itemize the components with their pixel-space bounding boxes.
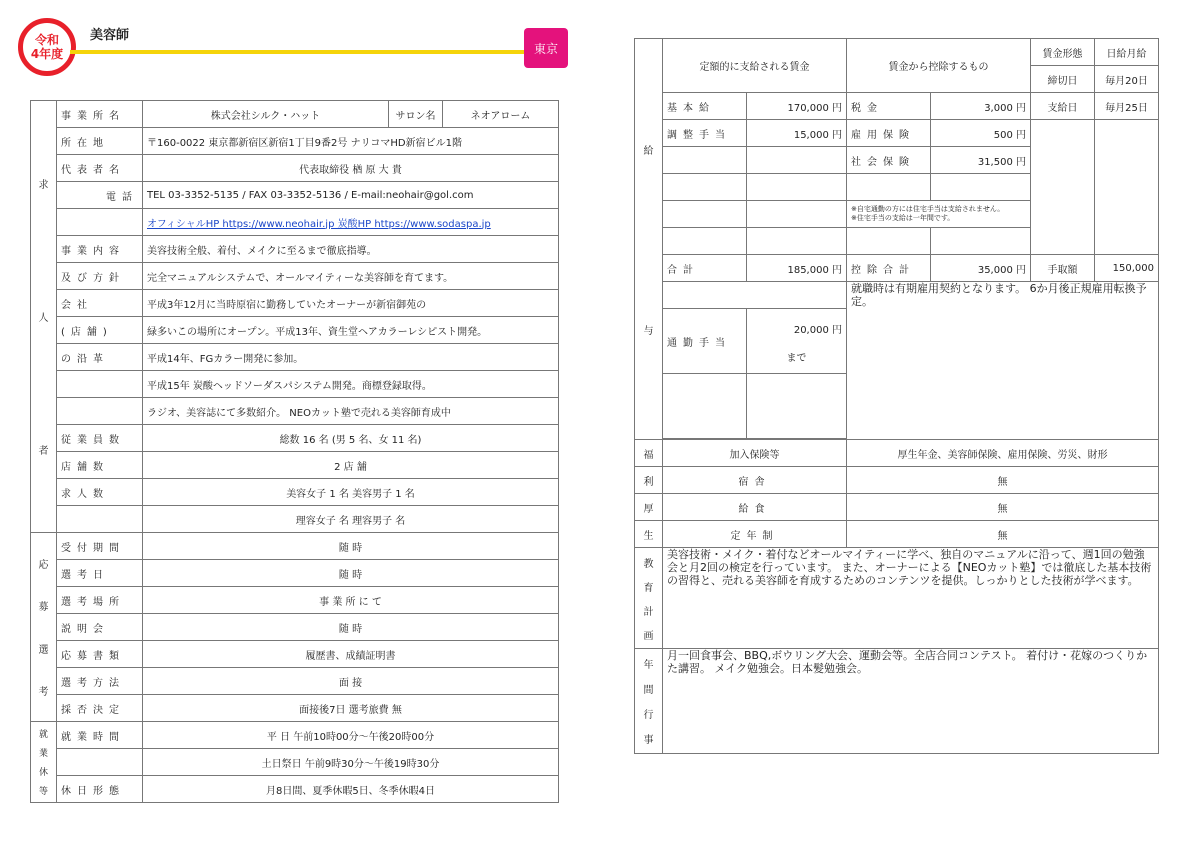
method-label: 選考方法 — [57, 668, 143, 695]
pay-form-label: 賃金形態 — [1031, 39, 1095, 66]
era-line1: 令和 — [34, 33, 59, 47]
openings-line2: 理容女子 名 理容男子 名 — [143, 506, 559, 533]
address-value: 〒160-0022 東京都新宿区新宿1丁目9番2号 ナリコマHD新宿ビル1階 — [143, 128, 559, 155]
holidays-label: 休日形態 — [57, 776, 143, 803]
category-education: 教 育 計 画 — [635, 548, 663, 649]
deduction-header: 賃金から控除するもの — [847, 39, 1031, 93]
prefecture-tab: 東京 — [524, 28, 568, 68]
select-place-value: 事 業 所 に て — [143, 587, 559, 614]
stores-value: 2 店 舗 — [143, 452, 559, 479]
right-form-table: 給 与 定額的に支給される賃金 賃金から控除するもの 賃金形態 日給月給 締切日 毎月20日 基本給 170,000 円 税金 3,000 円 支給日 毎月25日 調整手当 15,000 円 雇用保険 500 円 社会保険 31,500 円 ※自宅通勤の方には住宅手当は支給されません。 ※住宅手当の支給は一年間です。 合計 185,000 円 控除合計 35,000 円 手取額 150,000 就職時は有期雇用契約となります。 6か月後正規雇用転換予定。 通勤手当 20,000 円 まで 福 加入保険等 厚生年金、美容師保険、雇用保険、労災、財形 利 宿舎 無 厚 給食 無 生 定年制 無 教 育 計 画 美容技術・メイク・着付などオールマイティーに学べ、独自のマニュアルに沿って、週1回の勉強会と月2回の検定を行っています。 また、オーナーによる【NEOカット塾】では徹底した基本技術の習得と、売れる美容師を育成するためのコンテンツを提供。しっかりとした技術が学べます。 年 間 行 事 月一回食事会、BBQ,ボウリング大会、運動会等。全店合同コンテスト。 着付け・花嫁のつくりかた講習。 メイク勉強会。日本髪勉強会。 — [634, 38, 1159, 754]
holidays-value: 月8日間、夏季休暇5日、冬季休暇4日 — [143, 776, 559, 803]
welfare-char: 福 — [635, 440, 663, 467]
housing-notes: ※自宅通勤の方には住宅手当は支給されません。 ※住宅手当の支給は一年間です。 — [847, 201, 1031, 228]
policy-line2: 完全マニュアルシステムで、オールマイティーな美容師を育てます。 — [143, 263, 559, 290]
annual-events: 月一回食事会、BBQ,ボウリング大会、運動会等。全店合同コンテスト。 着付け・花嫁のつくりかた講習。 メイク勉強会。日本髪勉強会。 — [663, 649, 1159, 754]
era-line2: 4年度 — [30, 47, 64, 61]
reception-value: 随 時 — [143, 533, 559, 560]
left-form-table — [30, 100, 559, 803]
openings-line1: 美容女子 1 名 美容男子 1 名 — [143, 479, 559, 506]
soc-ins-label: 社会保険 — [847, 147, 931, 174]
emp-ins-value: 500 円 — [931, 120, 1031, 147]
salon-name: ネオアローム — [443, 101, 559, 128]
docs-value: 履歴書、成績証明書 — [143, 641, 559, 668]
office-name: 株式会社シルク・ハット — [143, 101, 389, 128]
total-label: 合計 — [663, 255, 747, 282]
meal-value: 無 — [847, 494, 1159, 521]
briefing-label: 説明会 — [57, 614, 143, 641]
phone-value: TEL 03-3352-5135 / FAX 03-3352-5136 / E-mail:neohair@gol.com — [143, 182, 559, 209]
education-plan: 美容技術・メイク・着付などオールマイティーに学べ、独自のマニュアルに沿って、週1回の勉強会と月2回の検定を行っています。 また、オーナーによる【NEOカット塾】では徹底した基本技術の習得と、売れる美容師を育成するためのコンテンツを提供。しっかりとした技術が学べます。 — [663, 548, 1159, 649]
category-apply: 応 募 選 考 — [31, 533, 57, 722]
adjust-value: 15,000 円 — [747, 120, 847, 147]
net-label: 手取額 — [1031, 255, 1095, 282]
total-value: 185,000 円 — [747, 255, 847, 282]
base-label: 基本給 — [663, 93, 747, 120]
rep-label: 代表者名 — [57, 155, 143, 182]
payday-value: 毎月25日 — [1095, 93, 1159, 120]
history-label2: (店舗) — [57, 317, 143, 344]
page-title: 美容師 — [90, 28, 130, 43]
hours-label: 就業時間 — [57, 722, 143, 749]
history-label3: の沿革 — [57, 344, 143, 371]
retire-value: 無 — [847, 521, 1159, 548]
history-line: 平成3年12月に当時原宿に勤務していたオーナーが新宿御苑の — [143, 290, 559, 317]
official-links[interactable]: オフィシャルHP https://www.neohair.jp 炭酸HP https://www.sodaspa.jp — [143, 209, 559, 236]
stores-label: 店舗数 — [57, 452, 143, 479]
fixed-wage-header: 定額的に支給される賃金 — [663, 39, 847, 93]
links-label-empty — [57, 209, 143, 236]
adjust-label: 調整手当 — [663, 120, 747, 147]
deduct-total-value: 35,000 円 — [931, 255, 1031, 282]
pay-form-value: 日給月給 — [1095, 39, 1159, 66]
category-work: 就 業 休 等 — [31, 722, 57, 803]
commute-value: 20,000 円 まで — [747, 309, 847, 374]
cutoff-label: 締切日 — [1031, 66, 1095, 93]
openings-label: 求人数 — [57, 479, 143, 506]
commute-label: 通勤手当 — [663, 309, 747, 374]
phone-label: 電話 — [57, 182, 143, 209]
base-value: 170,000 円 — [747, 93, 847, 120]
net-value: 150,000 — [1095, 255, 1159, 282]
employment-note: 就職時は有期雇用契約となります。 6か月後正規雇用転換予定。 — [847, 282, 1159, 440]
policy-label1: 事業内容 — [57, 236, 143, 263]
select-day-value: 随 時 — [143, 560, 559, 587]
address-label: 所在地 — [57, 128, 143, 155]
history-line: ラジオ、美容誌にて多数紹介。 NEOカット塾で売れる美容師育成中 — [143, 398, 559, 425]
rep-value: 代表取締役 楢 原 大 貴 — [143, 155, 559, 182]
history-line: 平成14年、FGカラー開発に参加。 — [143, 344, 559, 371]
year-badge — [18, 18, 76, 76]
category-recruiter: 求 人 者 — [31, 101, 57, 533]
dorm-label: 宿舎 — [663, 467, 847, 494]
policy-line1: 美容技術全般、着付、メイクに至るまで徹底指導。 — [143, 236, 559, 263]
method-value: 面 接 — [143, 668, 559, 695]
cutoff-value: 毎月20日 — [1095, 66, 1159, 93]
decision-label: 採否決定 — [57, 695, 143, 722]
employees-label: 従業員数 — [57, 425, 143, 452]
decision-value: 面接後7日 選考旅費 無 — [143, 695, 559, 722]
payday-label: 支給日 — [1031, 93, 1095, 120]
tax-label: 税金 — [847, 93, 931, 120]
category-pay: 給 与 — [635, 39, 663, 440]
insurance-label: 加入保険等 — [663, 440, 847, 467]
reception-label: 受付期間 — [57, 533, 143, 560]
header-rule — [70, 50, 550, 54]
employees-value: 総数 16 名 (男 5 名、女 11 名) — [143, 425, 559, 452]
history-line: 平成15年 炭酸ヘッドソーダスパシステム開発。商標登録取得。 — [143, 371, 559, 398]
insurance-value: 厚生年金、美容師保険、雇用保険、労災、財形 — [847, 440, 1159, 467]
retire-label: 定年制 — [663, 521, 847, 548]
history-line: 緑多いこの場所にオープン。平成13年、資生堂ヘアカラーレシピスト開発。 — [143, 317, 559, 344]
soc-ins-value: 31,500 円 — [931, 147, 1031, 174]
office-label: 事業所名 — [57, 101, 143, 128]
briefing-value: 随 時 — [143, 614, 559, 641]
select-place-label: 選考場所 — [57, 587, 143, 614]
meal-label: 給食 — [663, 494, 847, 521]
policy-label2: 及び方針 — [57, 263, 143, 290]
tax-value: 3,000 円 — [931, 93, 1031, 120]
docs-label: 応募書類 — [57, 641, 143, 668]
salon-label: サロン名 — [389, 101, 443, 128]
hours-line1: 平 日 午前10時00分～午後20時00分 — [143, 722, 559, 749]
hours-line2: 土日祭日 午前9時30分～午後19時30分 — [143, 749, 559, 776]
deduct-total-label: 控除合計 — [847, 255, 931, 282]
select-day-label: 選考日 — [57, 560, 143, 587]
dorm-value: 無 — [847, 467, 1159, 494]
category-events: 年 間 行 事 — [635, 649, 663, 754]
history-label1: 会社 — [57, 290, 143, 317]
emp-ins-label: 雇用保険 — [847, 120, 931, 147]
